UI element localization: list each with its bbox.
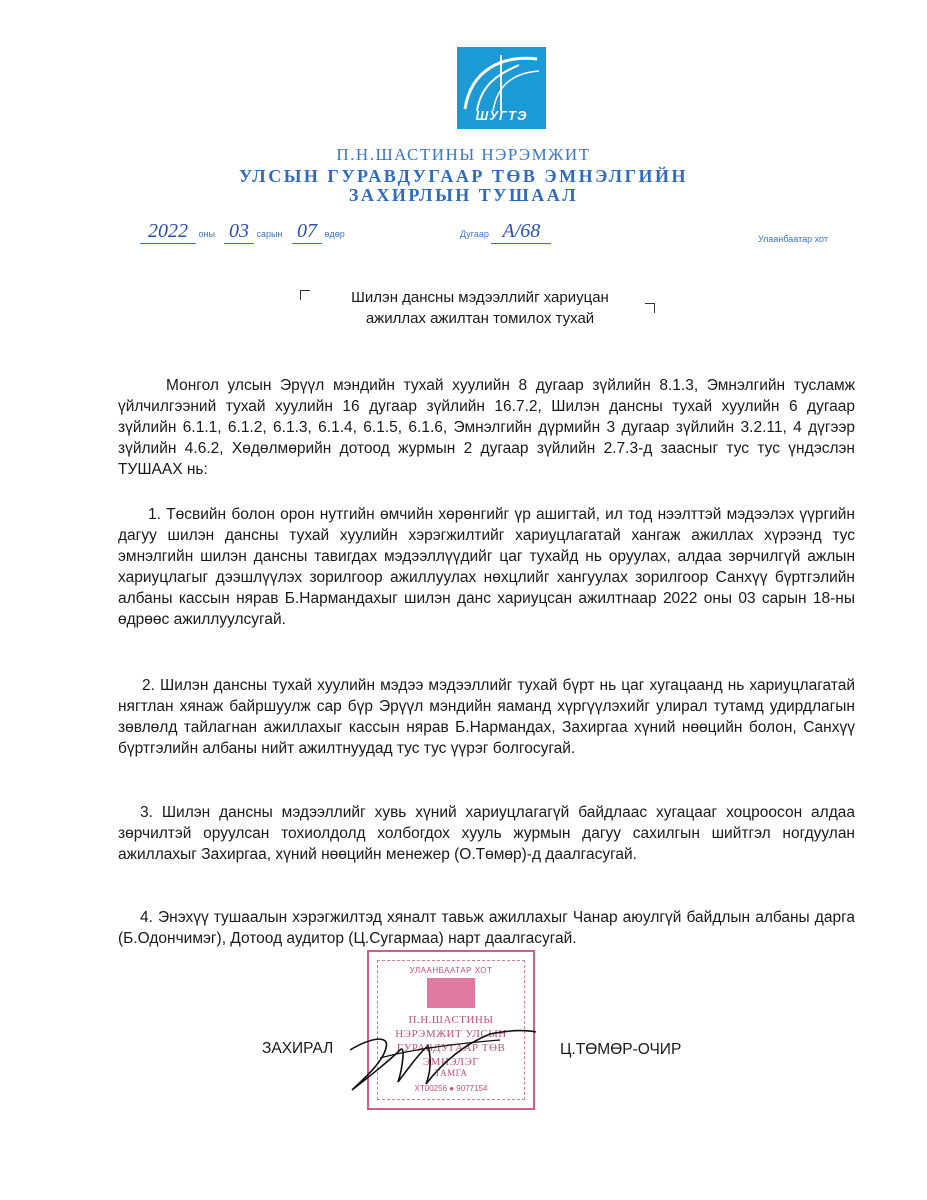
stamp-line-2: НЭРЭМЖИТ УЛСЫН bbox=[395, 1028, 507, 1040]
date-day-group bbox=[292, 220, 345, 244]
order-number-group bbox=[460, 220, 551, 244]
title-line-2: ажиллах ажилтан томилох тухай bbox=[365, 310, 595, 327]
date-year-group bbox=[140, 220, 215, 244]
date-month-suffix: сарын bbox=[256, 229, 283, 239]
hospital-logo bbox=[457, 47, 546, 129]
order-number: А/68 bbox=[491, 220, 551, 244]
order-number-label: Дугаар bbox=[460, 229, 489, 239]
stamp-city: УЛААНБААТАР ХОТ bbox=[409, 966, 493, 975]
intro-paragraph: Монгол улсын Эрүүл мэндийн тухай хуулийн 8 дугаар зүйлийн 8.1.3, Эмнэлгийн тусламж үйлчилгээний тухай хуулийн 16 дугаар зүйлийн 16.7.2, Шилэн дансны тухай хуулийн 6 дугаар зүйлийн 6.1.1, 6.1.2, 6.1.3, 6.1.4, 6.1.5, 6.1.6, Эмнэлгийн дүрмийн 3 дугаар зүйлийн 3.2.11, 4 дүгээр зүйлийн 4.6.2, Хөдөлмөрийн дотоод журмын 2 дугаар зүйлийн 2.7.3-д заасныг тус тус үндэслэн ТУШААХ нь: bbox=[118, 377, 855, 478]
stamp-line-1: П.Н.ШАСТИНЫ bbox=[408, 1014, 494, 1026]
header-line-3: ЗАХИРЛЫН ТУШААЛ bbox=[348, 185, 579, 205]
header-line-2: УЛСЫН ГУРАВДУГААР ТӨВ ЭМНЭЛГИЙН bbox=[238, 166, 689, 186]
order-title bbox=[300, 287, 660, 329]
date-day: 07 bbox=[292, 220, 322, 244]
stamp-line-5: ТАМГА bbox=[434, 1068, 468, 1078]
order-item-2: 2. Шилэн дансны тухай хуулийн мэдээ мэдээллийг тухай бүрт нь цаг хугацаанд нь хариуцлагатай нягтлан хянаж байршуулж сар бүр Эрүүл мэндийн яаманд хүргүүлэхийг улирал тутамд удирдлагын зөвлөлд тайлагнан ажиллахыг кассын нярав Б.Нармандах, Захиргаа хүний нөөцийн болон, Санхүү бүртгэлийн албаны нийт ажилтнуудад тус тус үүрэг болгосугай. bbox=[118, 677, 855, 757]
stamp-logo bbox=[427, 978, 475, 1008]
date-year: 2022 bbox=[140, 220, 196, 244]
order-item-1: 1. Төсвийн болон орон нутгийн өмчийн хөрөнгийг үр ашигтай, ил тод нээлттэй мэдээлэх үүргийн дагуу шилэн дансны тухай хуулийн хэрэгжилтийг хариуцлагатай хангаж ажиллах хүрээнд тус эмнэлгийн шилэн дансны тавигдах мэдээллүүдийг цаг тухайд нь оруулах, алдаа зөрчилгүй ажлын хариуцлагыг дээшлүүлэх зорилгоор ажиллуулах нөхцлийг хангуулах зорилгоор Санхүү бүртгэлийн албаны кассын нярав Б.Нармандахыг шилэн данс хариуцсан ажилтнаар 2022 оны 03 сарын 18-ны өдрөөс ажиллуулсугай. bbox=[118, 506, 855, 628]
date-day-suffix: өдөр bbox=[324, 229, 345, 239]
order-item-3: 3. Шилэн дансны мэдээллийг хувь хүний хариуцлагагүй байдлаас хугацааг хоцроосон алдаа зөрчилтэй оруулсан тохиолдолд холбогдох хууль журмын дагуу сахилгын шийтгэл ногдуулан ажиллахыг Захиргаа, хүний нөөцийн менежер (О.Төмөр)-д даалгасугай. bbox=[118, 804, 855, 863]
stamp-line-3: ГУРАВДУГААР ТӨВ bbox=[396, 1042, 506, 1054]
title-line-1: Шилэн дансны мэдээллийг хариуцан bbox=[351, 289, 609, 306]
date-month: 03 bbox=[224, 220, 254, 244]
stamp-line-4: ЭМНЭЛЭГ bbox=[422, 1056, 480, 1068]
signatory-name: Ц.ТӨМӨР-ОЧИР bbox=[560, 1041, 682, 1058]
order-item-4: 4. Энэхүү тушаалын хэрэгжилтэд хяналт тавьж ажиллахыг Чанар аюулгүй байдлын албаны дарга (Б.Одончимэг), Дотоод аудитор (Ц.Сугармаа) нарт даалгасугай. bbox=[118, 909, 855, 947]
date-month-group bbox=[224, 220, 282, 244]
signatory-title: ЗАХИРАЛ bbox=[262, 1040, 334, 1057]
date-year-suffix: оны bbox=[198, 229, 215, 239]
logo-text: ШУГТЭ bbox=[475, 108, 528, 123]
handwritten-signature bbox=[340, 1020, 540, 1100]
date-line bbox=[140, 214, 860, 248]
header-line-1: П.Н.ШАСТИНЫ НЭРЭМЖИТ bbox=[336, 145, 591, 164]
stamp-id: ХТ00256 ● 9077154 bbox=[414, 1084, 488, 1093]
city-label: Улаанбаатар хот bbox=[758, 234, 828, 244]
